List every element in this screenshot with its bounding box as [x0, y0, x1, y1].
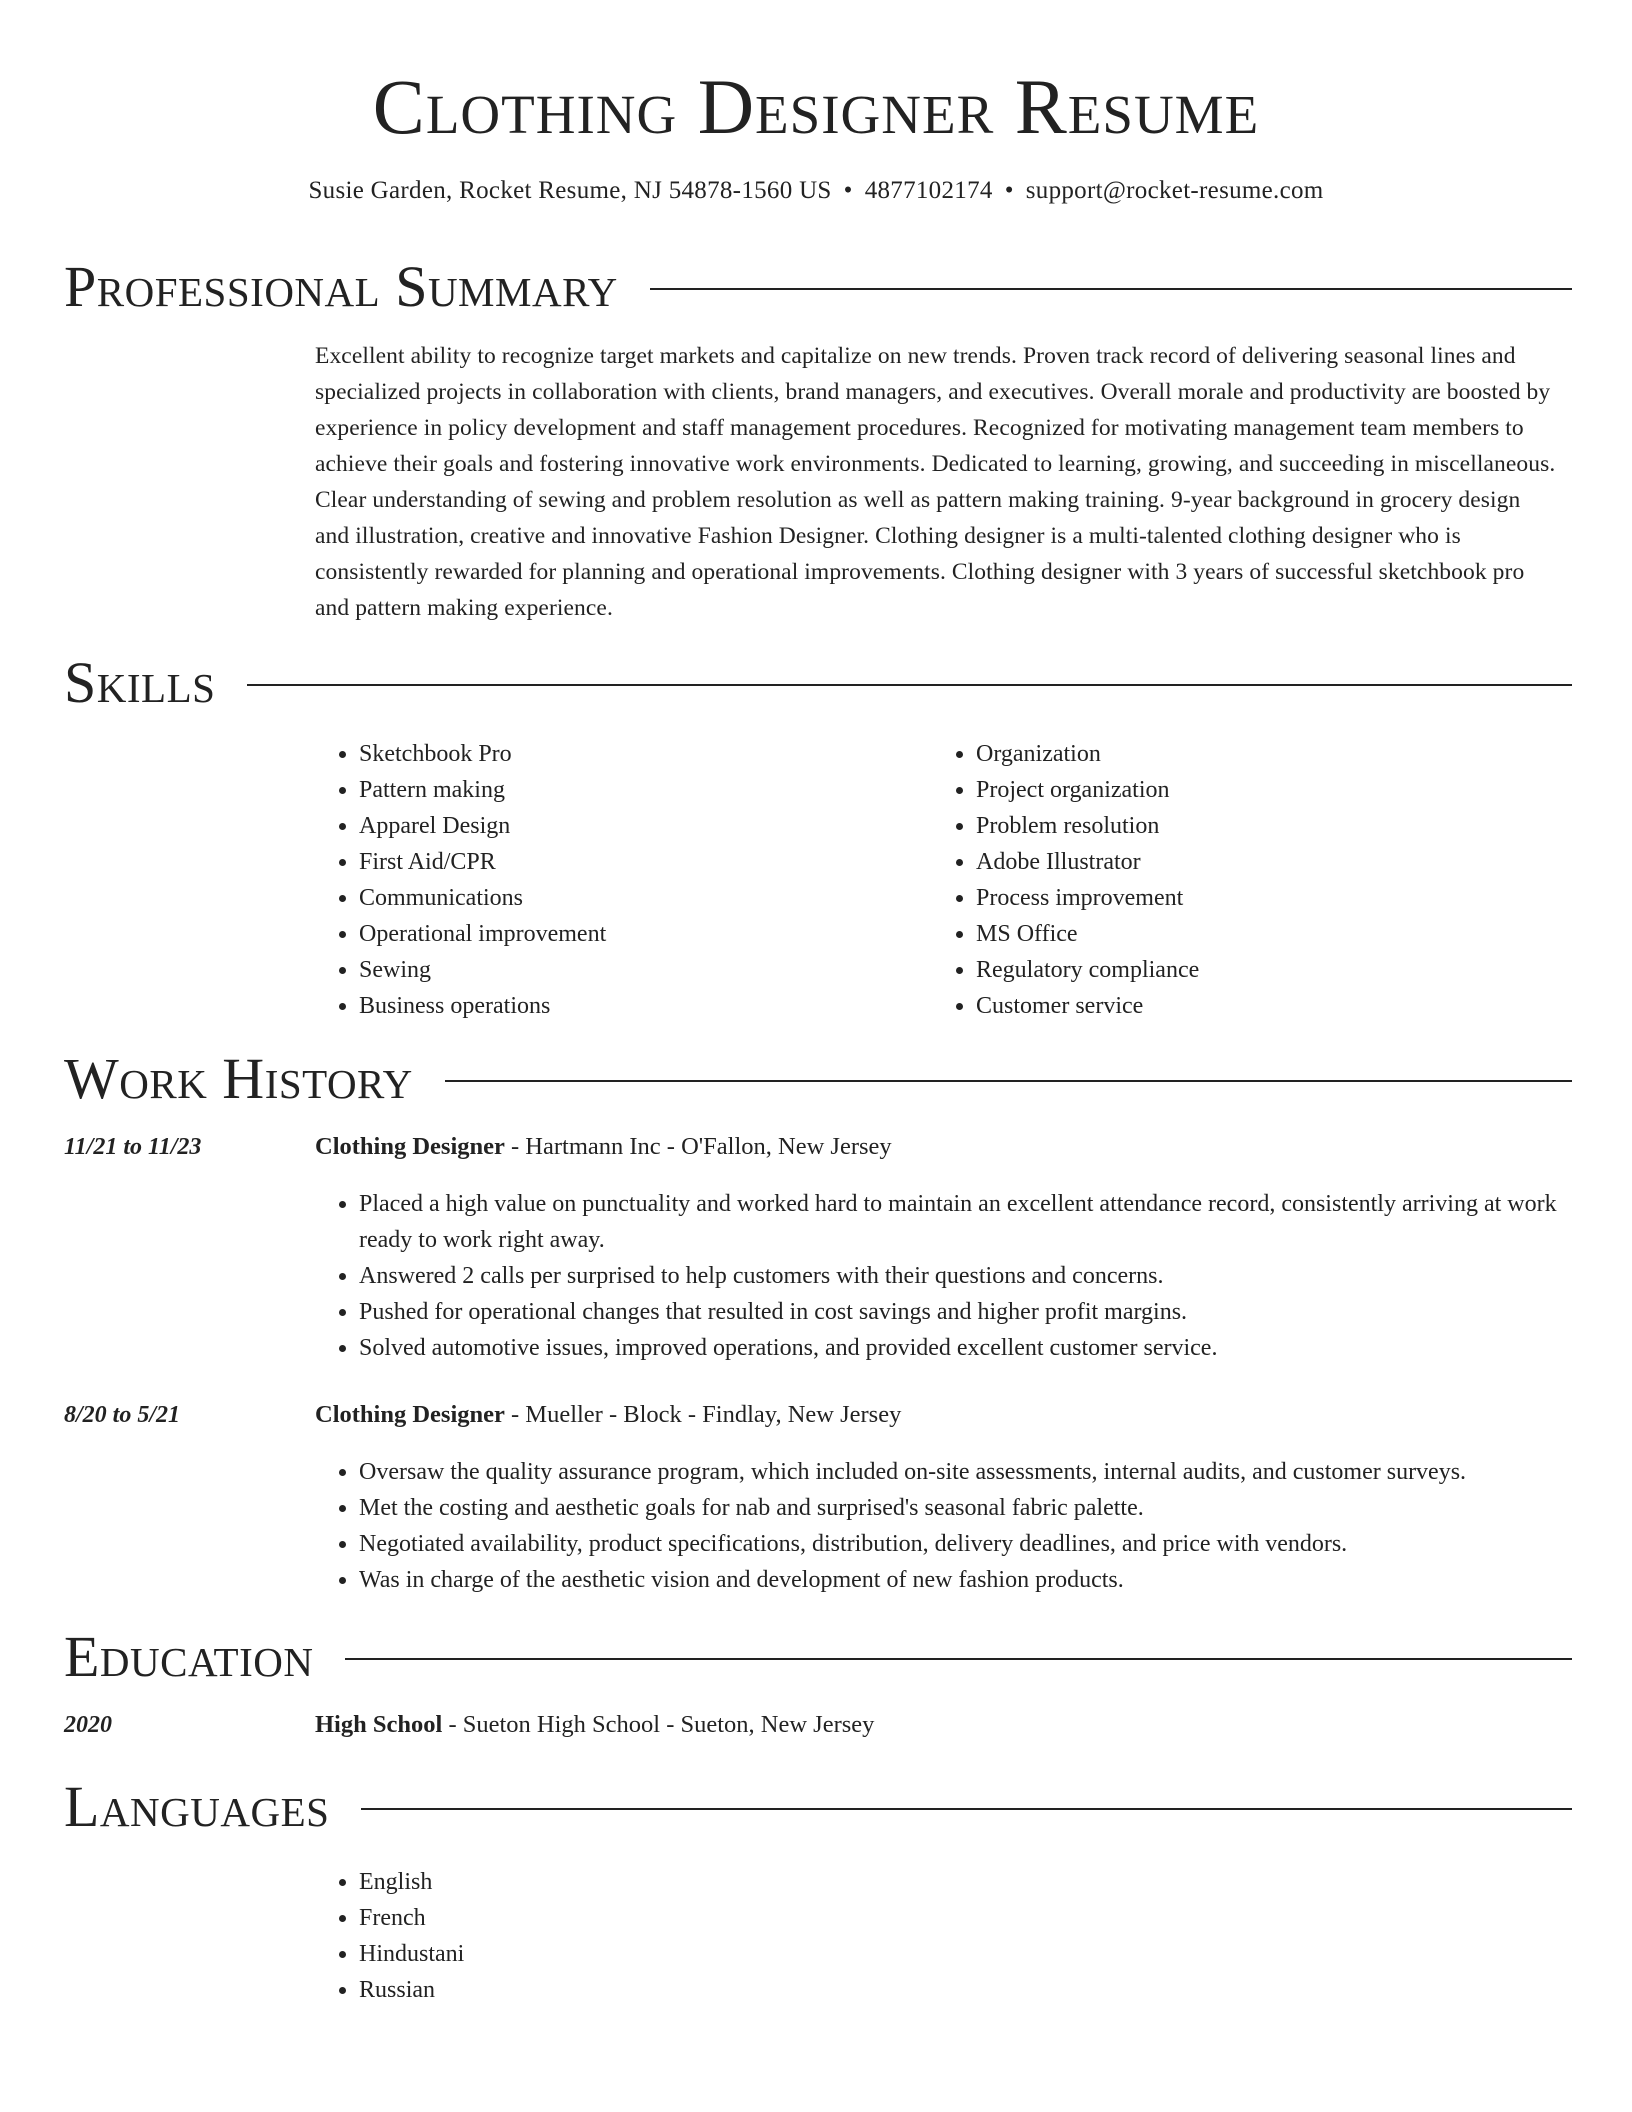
- summary-section-header: [64, 256, 1572, 318]
- skills-column-right: [932, 736, 1492, 1024]
- contact-phone: 4877102174: [864, 177, 993, 204]
- summary-text: Excellent ability to recognize target markets and capitalize on new trends. Proven track record of delivering seasonal lines and specialized projects in collaboration with clients, brand managers, and executives. Overall morale and productivity are boosted by experience in policy development and staff management procedures. Recognized for motivating management team members to achieve their goals and fostering innovative work environments. Dedicated to learning, growing, and succeeding in miscellaneous. Clear understanding of sewing and problem resolution as well as pattern making training. 9-year background in grocery design and illustration, creative and innovative Fashion Designer. Clothing designer is a multi-talented clothing designer who is consistently rewarded for planning and operational improvements. Clothing designer with 3 years of successful sketchbook pro and pattern making experience.: [315, 343, 1556, 621]
- job-employer: - Mueller - Block - Findlay, New Jersey: [504, 1401, 902, 1428]
- job-employer: - Hartmann Inc - O'Fallon, New Jersey: [504, 1133, 892, 1160]
- skill-item: • Adobe Illustrator: [976, 844, 1492, 880]
- job-bullet: • Was in charge of the aesthetic vision and development of new fashion products.: [359, 1562, 1565, 1598]
- education-section-header: [64, 1626, 1572, 1688]
- contact-separator: •: [843, 177, 853, 204]
- summary-heading: Professional Summary: [64, 254, 618, 319]
- contact-address: Susie Garden, Rocket Resume, NJ 54878-1560 US: [308, 177, 832, 204]
- education-school: - Sueton High School - Sueton, New Jersey: [442, 1711, 875, 1738]
- skill-item: • MS Office: [976, 916, 1492, 952]
- skill-item: • Problem resolution: [976, 808, 1492, 844]
- education-line: [315, 1708, 874, 1742]
- language-item: • English: [359, 1864, 915, 1900]
- section-divider: [247, 684, 1572, 686]
- skill-item: • Business operations: [359, 988, 875, 1024]
- skills-list-right: [932, 736, 1492, 1024]
- contact-separator: •: [1004, 177, 1014, 204]
- languages-list: [315, 1864, 915, 2008]
- languages-section-header: [64, 1776, 1572, 1838]
- skill-item: • Process improvement: [976, 880, 1492, 916]
- job-bullet: • Placed a high value on punctuality and worked hard to maintain an excellent attendance record, consistently arriving at work ready to work right away.: [359, 1186, 1565, 1258]
- contact-line: [0, 174, 1632, 208]
- job-bullet: • Solved automotive issues, improved operations, and provided excellent customer service.: [359, 1330, 1565, 1366]
- job-dates: 11/21 to 11/23: [64, 1134, 202, 1160]
- resume-title: Clothing Designer Resume: [372, 63, 1260, 150]
- section-divider: [650, 288, 1572, 290]
- job-title-line: [315, 1130, 892, 1164]
- education-year: 2020: [64, 1712, 112, 1738]
- education-degree: High School: [315, 1711, 443, 1738]
- job-bullets: [315, 1454, 1565, 1598]
- skill-item: • First Aid/CPR: [359, 844, 875, 880]
- skill-item: • Apparel Design: [359, 808, 875, 844]
- skill-item: • Organization: [976, 736, 1492, 772]
- languages-list-wrap: [315, 1864, 915, 2008]
- skill-item: • Project organization: [976, 772, 1492, 808]
- work-section-header: [64, 1048, 1572, 1110]
- job-bullet: • Pushed for operational changes that resulted in cost savings and higher profit margins.: [359, 1294, 1565, 1330]
- skill-item: • Regulatory compliance: [976, 952, 1492, 988]
- contact-email: support@rocket-resume.com: [1025, 177, 1324, 204]
- job-bullets: [315, 1186, 1565, 1366]
- language-item: • Russian: [359, 1972, 915, 2008]
- skill-item: • Pattern making: [359, 772, 875, 808]
- skill-item: • Communications: [359, 880, 875, 916]
- skill-item: • Operational improvement: [359, 916, 875, 952]
- skills-heading: Skills: [64, 650, 216, 715]
- section-divider: [361, 1808, 1572, 1810]
- job-bullet: • Negotiated availability, product specifications, distribution, delivery deadlines, and price with vendors.: [359, 1526, 1565, 1562]
- job-title: Clothing Designer: [315, 1133, 505, 1160]
- job-dates: 8/20 to 5/21: [64, 1402, 181, 1428]
- job-bullet: • Met the costing and aesthetic goals for nab and surprised's seasonal fabric palette.: [359, 1490, 1565, 1526]
- education-heading: Education: [64, 1624, 314, 1689]
- job-bullet: • Answered 2 calls per surprised to help customers with their questions and concerns.: [359, 1258, 1565, 1294]
- section-divider: [345, 1658, 1572, 1660]
- job-bullet: • Oversaw the quality assurance program, which included on-site assessments, internal audits, and customer surveys.: [359, 1454, 1565, 1490]
- work-heading: Work History: [64, 1046, 413, 1111]
- job-title: Clothing Designer: [315, 1401, 505, 1428]
- skills-section-header: [64, 652, 1572, 714]
- job-title-line: [315, 1398, 901, 1432]
- skill-item: • Customer service: [976, 988, 1492, 1024]
- language-item: • Hindustani: [359, 1936, 915, 1972]
- skills-list-left: [315, 736, 875, 1024]
- language-item: • French: [359, 1900, 915, 1936]
- skill-item: • Sketchbook Pro: [359, 736, 875, 772]
- skills-column-left: [315, 736, 875, 1024]
- languages-heading: Languages: [64, 1774, 330, 1839]
- section-divider: [445, 1080, 1572, 1082]
- job-bullet-list: [315, 1186, 1565, 1366]
- job-bullet-list: [315, 1454, 1565, 1598]
- skill-item: • Sewing: [359, 952, 875, 988]
